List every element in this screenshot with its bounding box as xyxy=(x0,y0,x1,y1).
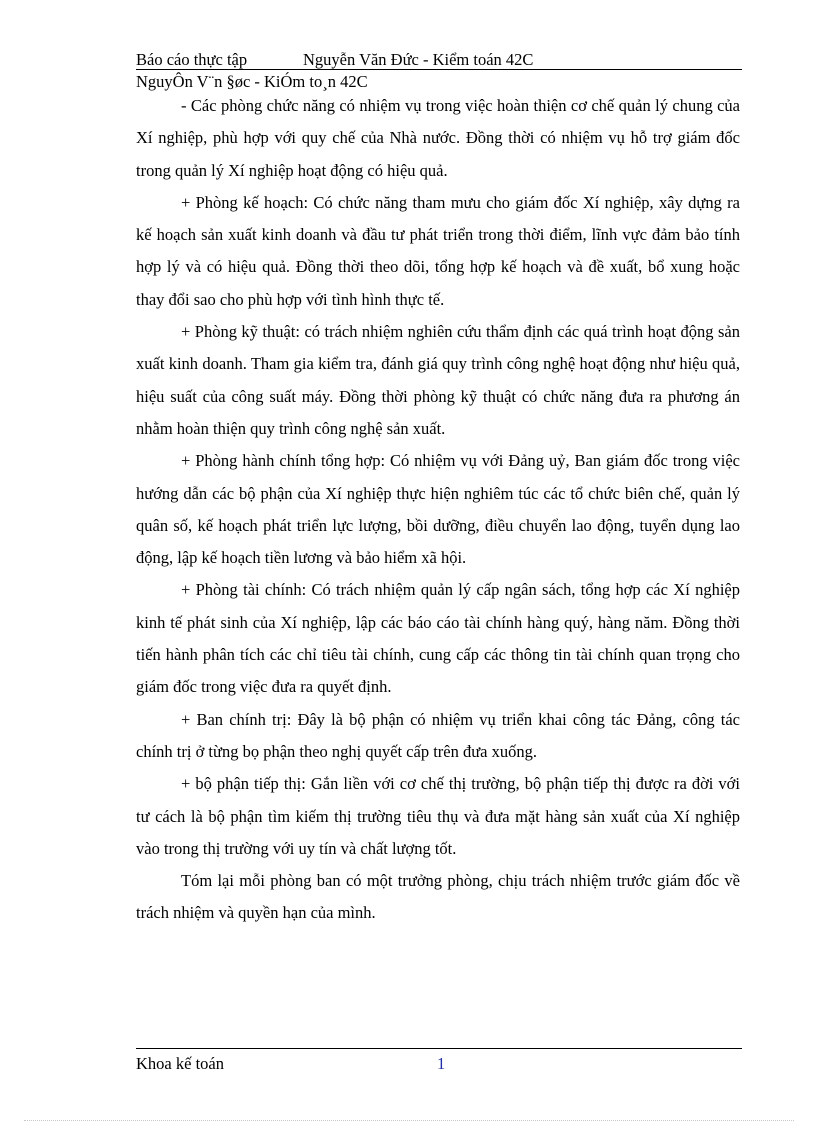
paragraph: + bộ phận tiếp thị: Gắn liền với cơ chế thị trường, bộ phận tiếp thị được ra đời với tư cách là bộ phận tìm kiếm thị trường tiêu thụ và đưa mặt hàng sản xuất của Xí nghiệp vào trong thị trường với uy tín và chất lượng tốt. xyxy=(136,774,740,858)
page-boundary-dotted-line xyxy=(24,1120,794,1121)
paragraph: + Phòng tài chính: Có trách nhiệm quản lý cấp ngân sách, tổng hợp các Xí nghiệp kinh tế phát sinh của Xí nghiệp, lập các báo cáo tài chính hàng quý, hàng năm. Đồng thời tiến hành phân tích các chỉ tiêu tài chính, cung cấp các thông tin tài chính quan trọng cho giám đốc trong việc đưa ra quyết định. xyxy=(136,580,740,697)
garbled-author-line: NguyÔn V¨n §øc - KiÓm to¸n 42C xyxy=(136,72,368,91)
paragraph: + Phòng kế hoạch: Có chức năng tham mưu cho giám đốc Xí nghiệp, xây dựng ra kế hoạch sản xuất kinh doanh và đầu tư phát triển trong thời điểm, lĩnh vực đảm bảo tính hợp lý và có hiệu quả. Đồng thời theo dõi, tổng hợp kế hoạch và đề xuất, bổ xung hoặc thay đổi sao cho phù hợp với tình hình thực tế. xyxy=(136,192,740,309)
page-header xyxy=(136,50,742,70)
paragraph: Tóm lại mỗi phòng ban có một trưởng phòng, chịu trách nhiệm trước giám đốc về trách nhiệm và quyền hạn của mình. xyxy=(136,871,740,923)
page-number: 1 xyxy=(437,1054,446,1073)
header-report-title: Báo cáo thực tập xyxy=(136,50,248,69)
paragraph: + Phòng hành chính tổng hợp: Có nhiệm vụ với Đảng uỷ, Ban giám đốc trong việc hướng dẫn các bộ phận của Xí nghiệp thực hiện nghiêm túc các tổ chức biên chế, quản lý quân số, kế hoạch phát triển lực lượng, bồi dưỡng, điều chuyển lao động, tuyển dụng lao động, lập kế hoạch tiền lương và bảo hiểm xã hội. xyxy=(136,451,740,568)
paragraph: + Phòng kỹ thuật: có trách nhiệm nghiên cứu thẩm định các quá trình hoạt động sản xuất kinh doanh. Tham gia kiểm tra, đánh giá quy trình công nghệ hoạt động như hiệu quả, hiệu suất của công suất máy. Đồng thời phòng kỹ thuật có chức năng đưa ra phương án nhằm hoàn thiện quy trình công nghệ sản xuất. xyxy=(136,322,740,438)
paragraph: + Ban chính trị: Đây là bộ phận có nhiệm vụ triển khai công tác Đảng, công tác chính trị ở từng bọ phận theo nghị quyết cấp trên đưa xuống. xyxy=(136,709,740,761)
footer-department: Khoa kế toán xyxy=(136,1054,224,1073)
document-body xyxy=(136,90,740,930)
paragraph: - Các phòng chức năng có nhiệm vụ trong việc hoàn thiện cơ chế quản lý chung của Xí nghiệp, phù hợp với quy chế của Nhà nước. Đồng thời có nhiệm vụ hỗ trợ giám đốc trong quản lý Xí nghiệp hoạt động có hiệu quả. xyxy=(136,96,740,180)
header-author: Nguyễn Văn Đức - Kiểm toán 42C xyxy=(303,50,534,69)
footer-divider xyxy=(136,1048,742,1049)
